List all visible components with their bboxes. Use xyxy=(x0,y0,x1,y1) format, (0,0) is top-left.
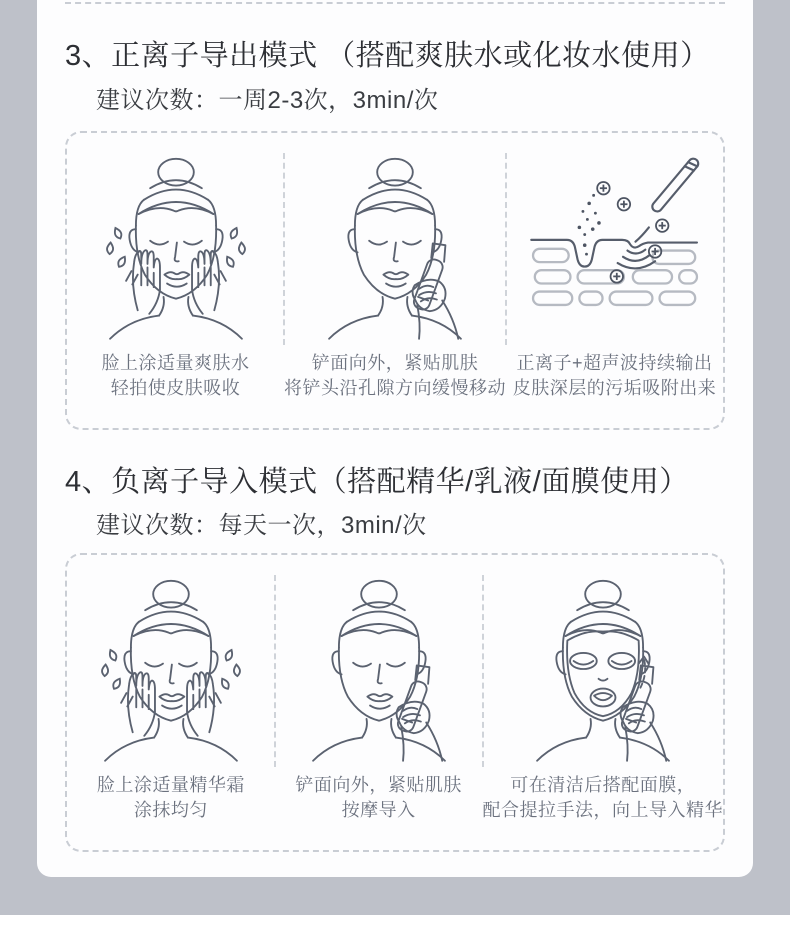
section-4-title: 4、负离子导入模式（搭配精华/乳液/面膜使用） xyxy=(65,466,689,498)
step-panel xyxy=(275,555,483,850)
step-caption xyxy=(513,351,717,401)
section-3-steps-box xyxy=(65,131,725,430)
step-caption xyxy=(284,351,506,401)
caption-line: 将铲头沿孔隙方向缓慢移动 xyxy=(284,378,506,398)
section-3-frequency: 建议次数：一周2-3次，3min/次 xyxy=(96,87,439,114)
caption-line: 铲面向外，紧贴肌肤 xyxy=(311,353,479,373)
caption-line: 配合提拉手法，向上导入精华 xyxy=(482,800,723,820)
mask-face-scrubber-icon xyxy=(505,571,701,767)
caption-line: 轻拍使皮肤吸收 xyxy=(110,378,241,398)
caption-line: 铲面向外，紧贴肌肤 xyxy=(295,775,462,795)
step-caption xyxy=(102,351,250,401)
caption-line: 皮肤深层的污垢吸附出来 xyxy=(512,378,717,398)
caption-line: 按摩导入 xyxy=(341,800,416,820)
previous-section-dashed-border xyxy=(65,2,725,4)
page-bottom-divider xyxy=(0,915,790,933)
step-panel xyxy=(506,133,723,428)
step-panel xyxy=(483,555,724,850)
caption-line: 脸上涂适量精华霜 xyxy=(96,775,245,795)
skin-ion-extraction-icon xyxy=(517,149,713,345)
caption-line: 涂抹均匀 xyxy=(133,800,208,820)
instruction-card xyxy=(37,0,753,877)
caption-line: 正离子+超声波持续输出 xyxy=(516,353,713,373)
step-panel xyxy=(67,133,284,428)
step-panel xyxy=(284,133,506,428)
section-4-steps-box xyxy=(65,553,725,852)
scrubber-on-face-icon xyxy=(281,571,477,767)
section-3-title: 3、正离子导出模式 （搭配爽肤水或化妆水使用） xyxy=(65,40,710,72)
apply-toner-face-icon xyxy=(78,149,274,345)
section-4-frequency: 建议次数：每天一次，3min/次 xyxy=(96,512,427,539)
step-caption xyxy=(295,773,462,823)
apply-essence-face-icon xyxy=(73,571,269,767)
caption-line: 脸上涂适量爽肤水 xyxy=(101,353,250,373)
caption-line: 可在清洁后搭配面膜， xyxy=(510,775,696,795)
step-panel xyxy=(67,555,275,850)
step-caption xyxy=(483,773,724,823)
step-caption xyxy=(97,773,245,823)
scrubber-on-face-icon xyxy=(297,149,493,345)
